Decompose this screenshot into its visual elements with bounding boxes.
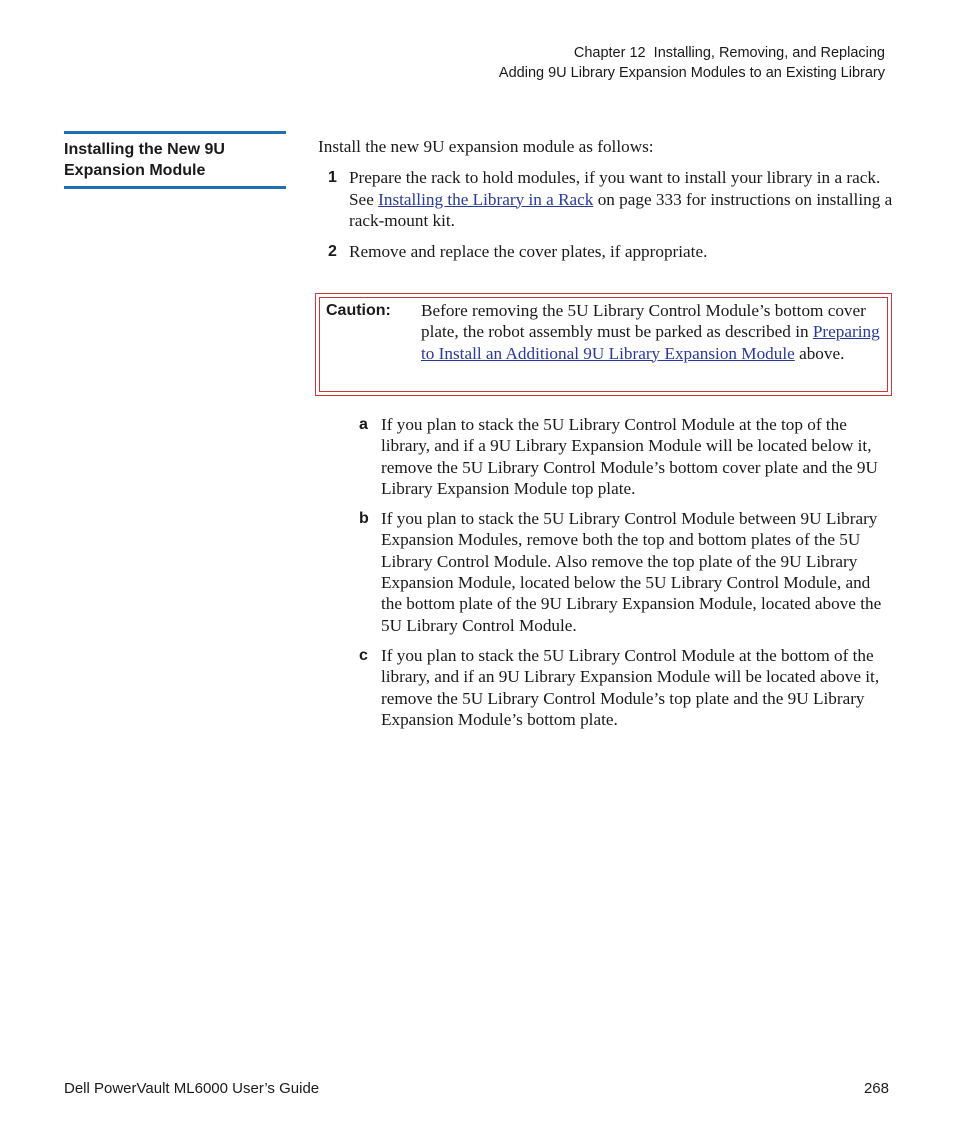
- section-title: Adding 9U Library Expansion Modules to an Existing Library: [498, 65, 885, 81]
- substep-text: If you plan to stack the 5U Library Control Module at the top of the library, and if a 9U Library Expansion Module will be located below it, remove the 5U Library Control Module’s bottom cover plate and the 9U Library Expansion Module top plate.: [381, 415, 878, 498]
- step-text: Remove and replace the cover plates, if appropriate.: [349, 242, 708, 262]
- body-column: [318, 136, 893, 272]
- step-text-before: Prepare the rack to hold modules, if you want to install your library in a rack. See: [349, 168, 881, 209]
- substep-text: If you plan to stack the 5U Library Control Module between 9U Library Expansion Modules, remove both the top and bottom plates of the 5U Library Control Module. Also remove the top plate of the 9U Library Expansion Module, located below the 5U Library Control Module, and the bottom plate of the 9U Library Expansion Module, located above the 5U Library Control Module.: [381, 509, 882, 635]
- step-number: 1: [328, 169, 337, 187]
- caution-label: Caution:: [326, 302, 391, 319]
- substep-list: [350, 414, 890, 739]
- running-header: [499, 43, 885, 83]
- side-heading-line-2: Expansion Module: [64, 162, 206, 179]
- substep-a: [350, 414, 890, 499]
- link-installing-library-in-rack[interactable]: Installing the Library in a Rack: [378, 189, 594, 209]
- caution-text-after: above.: [794, 343, 845, 363]
- step-number: 2: [328, 243, 337, 261]
- intro-paragraph: Install the new 9U expansion module as follows:: [318, 137, 654, 156]
- side-heading-line-1: Installing the New 9U: [64, 141, 225, 158]
- link-preparing-to-install-9u[interactable]: Preparing to Install an Additional 9U Library Expansion Module: [421, 322, 880, 363]
- substep-letter: c: [359, 646, 368, 664]
- substep-b: [350, 508, 890, 636]
- side-heading: [64, 131, 286, 189]
- caution-box: [315, 293, 892, 396]
- heading-bottom-rule: [64, 186, 286, 189]
- substep-c: [350, 645, 890, 730]
- substep-letter: b: [359, 510, 369, 528]
- step-2: [318, 241, 893, 262]
- caution-text-before: Before removing the 5U Library Control Module’s bottom cover plate, the robot assembly must be parked as described in: [421, 301, 866, 342]
- caution-text: [421, 300, 883, 364]
- footer-page-number: 268: [863, 1080, 889, 1097]
- side-heading-title: [64, 134, 286, 186]
- substep-letter: a: [359, 416, 368, 433]
- chapter-title: Chapter 12 Installing, Removing, and Replacing: [573, 45, 885, 61]
- substep-text: If you plan to stack the 5U Library Control Module at the bottom of the library, and if an 9U Library Expansion Module will be located above it, remove the 5U Library Control Module’s top plate and the 9U Library Expansion Module’s bottom plate.: [381, 645, 880, 729]
- step-1: [318, 167, 893, 231]
- footer-guide-title: Dell PowerVault ML6000 User’s Guide: [64, 1080, 320, 1097]
- step-text-after: on page 333 for instructions on installing a rack-mount kit.: [349, 189, 893, 230]
